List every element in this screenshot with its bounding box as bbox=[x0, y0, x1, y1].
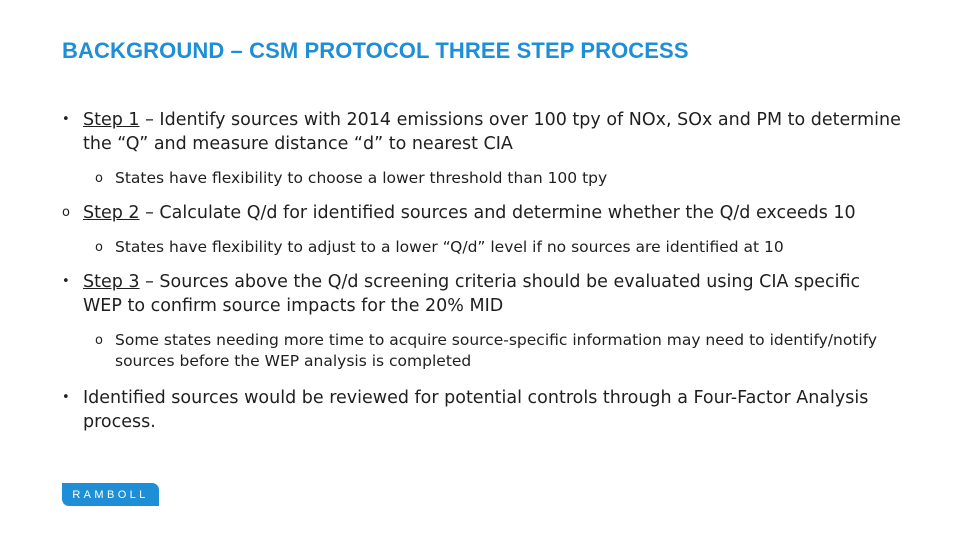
sub-bullet-step-3 bbox=[62, 330, 902, 372]
bullet-step-2 bbox=[62, 201, 902, 225]
sub-bullet-marker: o bbox=[95, 333, 103, 348]
bullet-list bbox=[62, 108, 902, 434]
step-3-link[interactable]: Step 3 bbox=[83, 272, 140, 292]
bullet-text: – Sources above the Q/d screening criteria should be evaluated using CIA specific WEP to confirm source impacts for the 20% MID bbox=[83, 272, 861, 316]
step-2-link[interactable]: Step 2 bbox=[83, 203, 140, 223]
sub-bullet-marker: o bbox=[95, 240, 103, 255]
bullet-marker: • bbox=[62, 112, 70, 127]
step-1-link[interactable]: Step 1 bbox=[83, 110, 140, 130]
sub-bullet-text: States have flexibility to adjust to a lower “Q/d” level if no sources are identified at 10 bbox=[115, 238, 784, 256]
ramboll-logo: RAMBOLL bbox=[62, 483, 159, 506]
slide-title: BACKGROUND – CSM PROTOCOL THREE STEP PROCESS bbox=[62, 38, 689, 63]
sub-bullet-marker: o bbox=[95, 171, 103, 186]
bullet-four-factor bbox=[62, 386, 902, 434]
bullet-marker: • bbox=[62, 390, 70, 405]
bullet-text: – Identify sources with 2014 emissions over 100 tpy of NOx, SOx and PM to determine the “Q” and measure distance “d” to nearest CIA bbox=[83, 110, 901, 154]
sub-bullet-text: Some states needing more time to acquire source-specific information may need to identify/notify sources before the WEP analysis is completed bbox=[115, 331, 878, 370]
bullet-text: Identified sources would be reviewed for potential controls through a Four-Factor Analysis process. bbox=[83, 388, 869, 432]
bullet-marker: o bbox=[62, 205, 70, 220]
bullet-text: – Calculate Q/d for identified sources and determine whether the Q/d exceeds 10 bbox=[139, 203, 856, 223]
bullet-marker: • bbox=[62, 274, 70, 289]
sub-bullet-step-1 bbox=[62, 168, 902, 189]
sub-bullet-step-2 bbox=[62, 237, 902, 258]
bullet-step-1 bbox=[62, 108, 902, 156]
bullet-step-3 bbox=[62, 270, 902, 318]
sub-bullet-text: States have flexibility to choose a lower threshold than 100 tpy bbox=[115, 169, 608, 187]
